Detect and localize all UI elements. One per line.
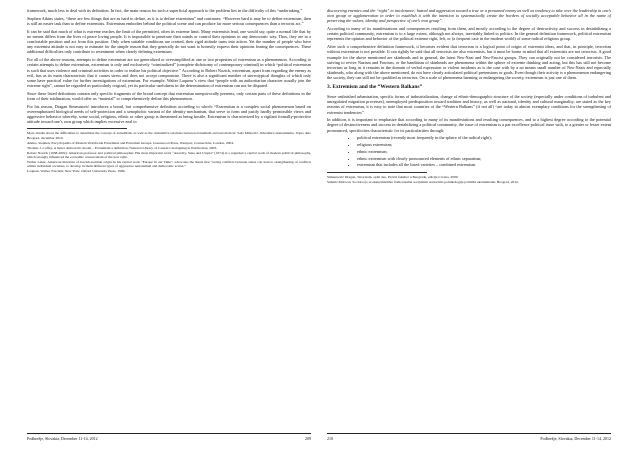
paragraph: framework, much less to deal with its definition. In fact, the main reason for such a superficial approach to the problem lies in the difficulty of this “undertaking.” [27,8,303,13]
list-item: • political extremism (recently most frequently in the sphere of the radical right); [357,135,611,140]
list-item: • extremism that includes all the listed varieties – combined extremism. [357,162,611,167]
footer-conference: Podbrežje, Slovakia, December 11-14, 2012 [540,436,611,441]
footnote: Atkins, Stephen, Encyclopedia of Modern Worldwide Extremists and Extremist Groups, Greenwood Press, Westport, Connecticut, London, 2004. [27,140,234,145]
paragraph: Since these listed definitions contain only specific fragments of the broad concept that extremism unequivocally presents, only certain parts of these definitions in the form of their sublimation, would offer us “material” to comprehensively define this phenomenon. [27,90,311,101]
page-number: 209 [305,436,311,441]
footer-conference: Podbrežje, Slovakia, December 11-14, 2012 [27,436,98,441]
paragraph: For all of the above reasons, attempts to define extremism are too generalized or oversimplified at one or two properties of extremism as a phenomenon. According to certain attempts to define extremism, extremism is only and exclusively “criminalized” (complete dichotomy of contemporary criminal) in which “political extremism is such that uses violence and criminal activities in order to realize his political objective.” According to Robert Nozick, extremism, apart from regarding the enemy as evil, has as its main characteristic that it causes stress and does not accept compromise. There is also a significant number of stereotypical thoughts of which only some have practical value for further investigations of extremism. For example, Walter Laqueur’s view that “people with an authoritarian character usually join the extreme right”, cannot be regarded as particularly original, yet its particular usefulness in the determination of extremism can not be disputed. [27,57,311,89]
page-footer [27,433,311,441]
section-heading: 3. Extremism and the “Western Balkans” [327,84,423,91]
list-item: • ethnic extremism with clearly pronounced elements of ethnic separatism; [357,156,611,161]
footnote: More details about the difficulties to determine the concept of extremism, as well as the cumulative relations between extremism and terrorism in: Saša Mirković, Odrednice ekstremizma, Vojno delo Beograd, decembar 2010. [27,131,311,140]
footnotes [327,175,611,184]
footnote: Suhalić Milovan, Socioloojo se ekstremističke tradicionalne socijalnim nosiocima politikologije politički ekstremizam, Beograd, 2012. [327,179,519,184]
paragraph: It can be said that much of what is extreme reaches the limit of the permitted, often its extreme limit. Many extremists lead, one would say, quite a normal life that by no means differs from the lives of peace loving people. It is impossible to penetrate their minds or control their opinions in any democratic way. Thus, they are in a comfortable position and act from this position. Only when suitable conditions are created, their rigid attitude turns into action. Yet the number of people who have any extremist attitude is not easy to estimate for the simple reason that they generally do not want to honestly express their opinions fearing the consequences. These additional difficulties only contribute to resentment when clearly defining extremism. [27,28,311,55]
footnote-divider [27,128,127,129]
paragraph: After such a comprehensive definition framework, it becomes evident that terrorism is a logical point of origin of extremist ideas, and that, in principle, terrorism without extremism is not possible. It can rightly be said that all terrorists are also extremists, but it must be borne in mind that all extremists are not terrorists. A good example for the above mentioned are skinheads and in general, the latest Neo-Nazi and Neo-Fascist groups. They can originally not be considered terrorists. The striving to revive Nazism and Fascism, or the banditism of skinheads are phenomena within the sphere of extreme thinking and acting, but this has still not become terrorism as long as it remains in the domain of verbal expression or violent incidents as is the case with by a no means small number of Neo-Nazis and especially skinheads, who along with the above mentioned, do not have clearly articulated political pretensions or goals. Even though their activity is a phenomenon endangering the society, they can still not be qualified as terrorists. On a scale of phenomena harming or endangering the society, extremism is just one of them. [327,44,611,81]
left-body [27,8,311,124]
footnote: Simeunović Dragan, Terorizam, opšti deo, Pravni fakultet u Beogradu, edicija Crvena, 2009. [327,174,459,179]
footnote: Walter Laker, American historian of Jewish-German origin in his capital work “Europe in our Time”, advocates the thesis that “racing conflicts between states can lead to strengthening of conflicts within individual societies, to develop in them different types of aggressive nationalism and democratic action.” [27,160,311,169]
footnote: Laqueur, Walter. Fascism: New York: Oxford University Press, 1996. [27,169,126,174]
list-item: • religious extremism; [357,142,611,147]
right-body [327,8,611,168]
paragraph: Stephen Atkins states, “there are few things that are as hard to define, as it is to define extremism” and continues: “However hard it may be to define extremism, then is still an easier task than to define extremists. Extremism embodies behind the political scene and can produce far more serious consequences than a terrorist act.” [27,15,311,26]
paragraph: In addition, it is important to emphasize that according to many of its manifestations and resulting consequences, and to a highest degree according to the potential degree of destructiveness and success in destabilizing a political community, the issue of extremism is a par excellence political issue with, to a greater or lesser extent pronounced, specificities characteristic for its particularities through: [327,117,611,133]
quote-continuation: discovering enemies and the “right” to intolerance; hatred and aggression toward a true or a presumed enemy as well as tendency to take over the leadership in one’s own group or agglomeration in order to establish it with the intention to systematically create the borders of socially acceptable behavior all in the name of preserving the values, identity and perspective of one’s own group”. [327,8,611,24]
footnote-divider [327,172,427,173]
footnotes [27,131,311,173]
list-item: • ethnic extremism; [357,149,611,154]
paragraph: Since unfinished urbanization, specific forms of industrialization, change of ethnic-demographic structure of the society (especially under conditions of turbulent and unregulated migration processes), unemployed predisposition toward tradition and history, as well as national, identity and cultural marginality, are stated as the key reasons of extremism, it is easy to note that most countries of the “Western Balkans” (if not all) “are today in almost exemplary conditions for the strengthening of extremist tendencies”. [327,94,611,115]
footnote: Robert Nozick (1938-2002). American professor and political philosopher. His most important work “Anarchy, State and Utopia” (1974) is a regarded a capital work of modern political philosophy, which strongly influenced the economic conservatism of the new right. [27,150,311,160]
paragraph: According to many of its manifestations and consequences resulting from them, and mostly according to the degree of destructivity and success in destabilizing a certain political community, extremism is to a large extent, although not always, inevitably linked to politics. In the general definition framework, political extremism represents the opinion and behavior of the political extreme right, left, or (a frequent case in the modern world) of some radical religious group. [327,26,611,42]
right-page [319,0,638,451]
bullet-list [327,135,611,167]
paragraph: For his reason, Dragan Simeunović introduces a broad, but comprehensive definition according to which: “Extremism is a complex social phenomenon based on overemphasized biological needs of self-protection and a xenophobic variant of the identity mechanism, that serve to form and justify hardly permissible views and aggressive behavior whereby, some social, religious, ethnic or other group is threatened as being hostile. Extremism is characterized by a vigilant formally-protective attitude toward one’s own group which implies excessive zeal to [27,103,311,125]
page-number: 210 [327,436,333,441]
footnote: Thomas J. Coffey, A better democratic model – Extremism a definition, National Library of Canada Cataloguing in Publication, 2003. [27,145,218,150]
page-footer [327,433,611,441]
